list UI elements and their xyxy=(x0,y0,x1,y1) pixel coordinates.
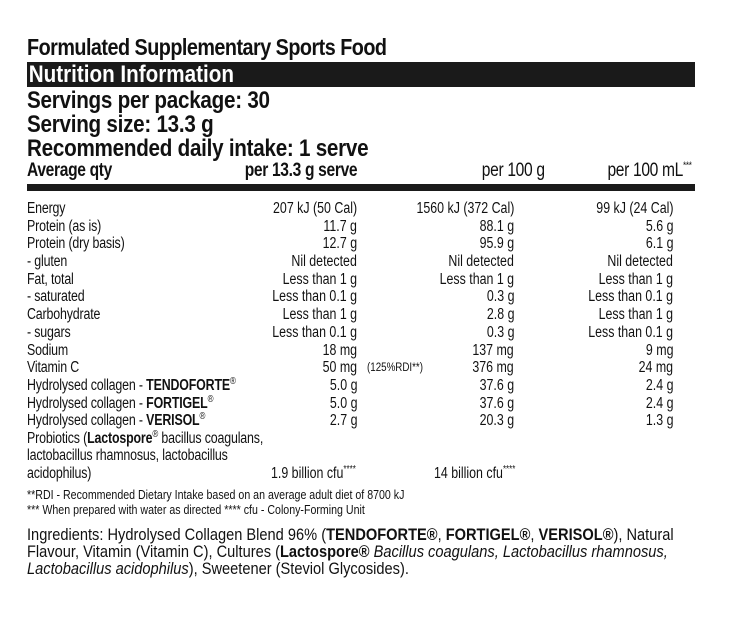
product-title: Formulated Supplementary Sports Food xyxy=(27,34,387,60)
nutrient-row xyxy=(27,271,695,289)
ingredients-text: Ingredients: Hydrolysed Collagen Blend 96% (TENDOFORTE®, FORTIGEL®, VERISOL®), Natural Flavour, Vitamin (Vitamin C), Cultures (Lactospore® Bacillus coagulans, Lactobacillus rhamnosus, Lactobacillus acidophilus), Sweetener (Steviol Glycosides). xyxy=(27,525,674,579)
per-serve-value: Less than 1 g xyxy=(282,306,357,324)
header-average-qty: Average qty xyxy=(27,160,113,181)
per-100ml-value: 99 kJ (24 Cal) xyxy=(595,200,673,217)
nutrient-row xyxy=(27,253,695,271)
per-100g-value: 37.6 g xyxy=(479,394,514,412)
heading-text: Nutrition Information xyxy=(28,61,234,88)
per-100ml-value: Less than 0.1 g xyxy=(588,288,673,306)
per-100g-value: 137 mg xyxy=(472,341,514,359)
per-100ml-value: 2.4 g xyxy=(645,376,673,394)
nutrient-rows xyxy=(27,200,695,430)
nutrient-label: - sugars xyxy=(27,323,71,341)
header-per-100g: per 100 g xyxy=(482,160,545,181)
serving-size: Serving size: 13.3 g xyxy=(27,111,214,138)
per-100ml-value: Nil detected xyxy=(607,253,673,271)
footnote-prep-cfu: *** When prepared with water as directed **** cfu - Colony-Forming Unit xyxy=(27,503,365,518)
per-100g-value: 1560 kJ (372 Cal) xyxy=(416,200,514,217)
nutrient-label: Protein (as is) xyxy=(27,217,102,235)
per-100g-value: 0.3 g xyxy=(486,288,514,306)
per-100g-value: Nil detected xyxy=(448,253,514,271)
nutrient-label: Hydrolysed collagen - VERISOL® xyxy=(27,411,206,430)
per-100g-value: Less than 1 g xyxy=(439,270,514,288)
nutrition-panel xyxy=(27,34,695,577)
per-100ml-value: 2.4 g xyxy=(645,394,673,412)
heading-bar xyxy=(27,62,695,87)
per-serve-value: 207 kJ (50 Cal) xyxy=(272,200,357,217)
nutrient-label: - saturated xyxy=(27,288,85,306)
nutrient-row xyxy=(27,359,695,377)
per-100g-value: 0.3 g xyxy=(486,323,514,341)
per-serve-value: Less than 0.1 g xyxy=(272,288,357,306)
per-100g-value: 376 mg xyxy=(472,359,514,377)
per-100g-value: 88.1 g xyxy=(479,217,514,235)
per-serve-value: 5.0 g xyxy=(329,394,357,412)
per-serve-value: 12.7 g xyxy=(322,235,357,253)
probiotics-label: Probiotics (Lactospore® bacillus coagulans, lactobacillus rhamnosus, lactobacillus acidophilus) xyxy=(27,428,264,482)
per-100ml-value: 5.6 g xyxy=(645,217,673,235)
nutrient-label: Hydrolysed collagen - TENDOFORTE® xyxy=(27,375,236,394)
probiotics-per-100g: 14 billion cfu**** xyxy=(434,463,516,482)
nutrient-row xyxy=(27,306,695,324)
per-100ml-value: 24 mg xyxy=(638,359,673,377)
nutrient-label: Protein (dry basis) xyxy=(27,235,125,253)
nutrient-label: Vitamin C xyxy=(27,359,80,377)
per-serve-value: Less than 0.1 g xyxy=(272,323,357,341)
per-serve-value: Nil detected xyxy=(291,253,357,271)
per-serve-value: 2.7 g xyxy=(329,412,357,430)
per-serve-value: Less than 1 g xyxy=(282,270,357,288)
nutrient-label: - gluten xyxy=(27,253,68,271)
header-per-serve: per 13.3 g serve xyxy=(244,160,357,181)
servings-per-package: Servings per package: 30 xyxy=(27,87,270,114)
per-100ml-value: Less than 1 g xyxy=(598,270,673,288)
nutrient-row xyxy=(27,218,695,236)
per-100ml-value: 1.3 g xyxy=(645,412,673,430)
probiotics-per-serve: 1.9 billion cfu**** xyxy=(271,463,356,482)
per-100g-value: 37.6 g xyxy=(479,376,514,394)
nutrient-row xyxy=(27,377,695,395)
per-100g-value: 2.8 g xyxy=(486,306,514,324)
recommended-intake: Recommended daily intake: 1 serve xyxy=(27,135,369,162)
nutrient-label: Sodium xyxy=(27,341,69,359)
nutrient-label: Hydrolysed collagen - FORTIGEL® xyxy=(27,393,214,412)
nutrient-row xyxy=(27,288,695,306)
nutrient-label: Carbohydrate xyxy=(27,306,101,324)
header-per-100ml: per 100 mL*** xyxy=(607,160,692,181)
probiotics-row xyxy=(27,430,695,483)
per-100ml-value: Less than 0.1 g xyxy=(588,323,673,341)
footnotes xyxy=(27,488,690,518)
per-serve-value: 5.0 g xyxy=(329,376,357,394)
footnote-rdi: **RDI - Recommended Dietary Intake based on an average adult diet of 8700 kJ xyxy=(27,488,405,503)
nutrient-row xyxy=(27,342,695,360)
per-100ml-value: 6.1 g xyxy=(645,235,673,253)
nutrient-row xyxy=(27,235,695,253)
per-serve-value: 50 mg xyxy=(322,359,357,377)
per-100g-value: 95.9 g xyxy=(479,235,514,253)
nutrient-label: Energy xyxy=(27,200,66,217)
column-header xyxy=(27,160,695,191)
nutrient-row xyxy=(27,395,695,413)
per-100ml-value: Less than 1 g xyxy=(598,306,673,324)
per-100g-value: 20.3 g xyxy=(479,412,514,430)
nutrient-row xyxy=(27,324,695,342)
nutrient-row xyxy=(27,200,695,218)
per-serve-value: 18 mg xyxy=(322,341,357,359)
per-100ml-value: 9 mg xyxy=(645,341,673,359)
rdi-note: (125%RDI**) xyxy=(367,362,423,375)
per-serve-value: 11.7 g xyxy=(323,217,357,235)
nutrient-row xyxy=(27,412,695,430)
nutrient-label: Fat, total xyxy=(27,270,74,288)
